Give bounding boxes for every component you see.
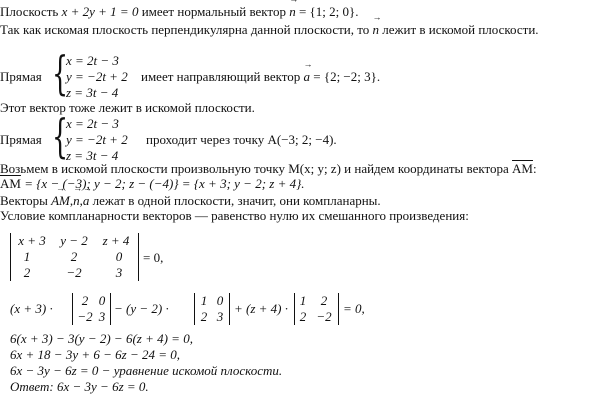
system-row: z = 3t − 4: [66, 85, 119, 100]
minor-cell: −2: [316, 309, 332, 324]
matrix-cell: 2: [70, 249, 78, 264]
line-direction-vector: [0, 46, 600, 100]
result-line-3: 6x − 3y − 6z = 0 − уравнение искомой плоскости.: [10, 363, 283, 378]
text: Возьмем в искомой плоскости произвольную точку M(x; y; z) и найдем координаты вектора: [0, 161, 509, 176]
line-am-coords: [0, 176, 305, 191]
text: имеет направляющий вектор: [141, 69, 301, 84]
vector-n: → n: [373, 22, 380, 37]
line-take-point: [0, 161, 537, 176]
minor-bar: [338, 293, 339, 325]
result-line-1: 6(x + 3) − 3(y − 2) − 6(z + 4) = 0,: [10, 331, 193, 346]
minor-bar: [194, 293, 195, 325]
text: Так как искомая плоскость перпендикулярна данной плоскости, то: [0, 22, 370, 37]
det-expansion: [10, 292, 370, 326]
line-coplanar: [0, 193, 381, 208]
minor-cell: 0: [216, 293, 224, 308]
minor-cell: 0: [98, 293, 106, 308]
line-coplanarity-condition: Условие компланарности векторов — равенство нулю их смешанного произведения:: [0, 208, 469, 223]
am-coordinates: = {x − (−3); y − 2; z − (−4)} = {x + 3; y − 2; z + 4}.: [24, 176, 305, 191]
system-row: x = 2t − 3: [66, 53, 119, 68]
matrix-cell: y − 2: [60, 233, 88, 248]
vector-a: → a: [304, 69, 311, 84]
text: Векторы: [0, 193, 48, 208]
minor-bar: [229, 293, 230, 325]
text: лежит в искомой плоскости.: [382, 22, 539, 37]
brace: {: [52, 46, 69, 100]
minor-cell: 3: [98, 309, 106, 324]
det-bar-left: [10, 233, 11, 281]
text: Плоскость: [0, 4, 59, 19]
matrix-cell: 2: [23, 265, 31, 280]
minor-bar: [294, 293, 295, 325]
result-line-2: 6x + 18 − 3y + 6 − 6z − 24 = 0,: [10, 347, 180, 362]
text: Прямая: [0, 69, 42, 84]
answer-line: Ответ: 6x − 3y − 6z = 0.: [10, 379, 149, 394]
expansion-term: (x + 3) ·: [10, 301, 53, 316]
matrix-cell: 0: [115, 249, 123, 264]
expansion-term: + (z + 4) ·: [234, 301, 289, 316]
det-equals-zero: = 0,: [143, 250, 164, 265]
punct: :: [532, 161, 537, 176]
matrix-cell: 1: [23, 249, 31, 264]
matrix-cell: 3: [115, 265, 123, 280]
brace: {: [52, 109, 69, 163]
expansion-equals-zero: = 0,: [343, 301, 365, 316]
text: имеет нормальный вектор: [141, 4, 286, 19]
vector-n: → n: [73, 193, 80, 208]
vector-value: = {2; −2; 3}.: [313, 69, 381, 84]
determinant-3x3: [10, 233, 155, 281]
line-point: [0, 109, 600, 163]
vector-am: $\overline{AM}$: [0, 176, 21, 191]
system-row: x = 2t − 3: [66, 116, 119, 131]
minor-cell: 2: [200, 309, 208, 324]
minor-cell: −2: [77, 309, 93, 324]
minor-cell: 2: [299, 309, 307, 324]
text: Прямая: [0, 132, 42, 147]
punct: ,: [69, 193, 74, 208]
system-row: z = 3t − 4: [66, 148, 119, 163]
line-perpendicular: [0, 22, 539, 37]
matrix-cell: z + 4: [102, 233, 130, 248]
expansion-term: − (y − 2) ·: [114, 301, 169, 316]
minor-cell: 1: [200, 293, 208, 308]
system-row: y = −2t + 2: [66, 69, 128, 84]
matrix-cell: x + 3: [18, 233, 46, 248]
plane-equation: x + 2y + 1 = 0: [61, 4, 139, 19]
minor-cell: 2: [320, 293, 328, 308]
vector-am: $\overline{AM}$: [512, 161, 533, 176]
minor-cell: 2: [81, 293, 89, 308]
system-row: y = −2t + 2: [66, 132, 128, 147]
vector-a: → a: [83, 193, 90, 208]
line-normal-vector: [0, 4, 359, 19]
minor-bar: [110, 293, 111, 325]
vector-n: → n: [289, 4, 296, 19]
det-bar-right: [138, 233, 139, 281]
matrix-cell: −2: [66, 265, 82, 280]
minor-cell: 1: [299, 293, 307, 308]
vector-value: = {1; 2; 0}.: [298, 4, 359, 19]
text: проходит через точку A(−3; 2; −4).: [146, 132, 337, 147]
punct: ,: [79, 193, 83, 208]
vector-am: → AM: [51, 193, 70, 208]
minor-bar: [72, 293, 73, 325]
minor-cell: 3: [216, 309, 224, 324]
text: лежат в одной плоскости, значит, они компланарны.: [92, 193, 381, 208]
line-vector-lies: Этот вектор тоже лежит в искомой плоскости.: [0, 100, 255, 115]
